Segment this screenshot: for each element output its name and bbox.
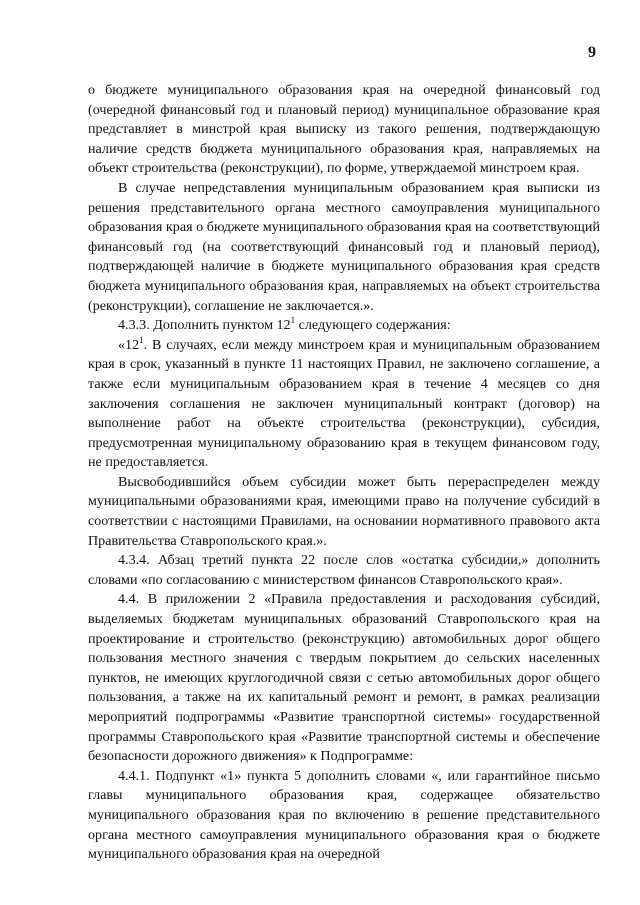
paragraph-text: следующего содержания: bbox=[295, 317, 451, 334]
paragraph-4-4-1: 4.4.1. Подпункт «1» пункта 5 дополнить словами «, или гарантийное письмо главы муниципального образования края, содержащее обязательство муниципального образования края по включению в решение представительного органа местного самоуправления муниципального образования края о бюджете муниципального образования края на очередной bbox=[88, 767, 600, 863]
document-body bbox=[88, 81, 600, 865]
paragraph-released-subsidy: Высвободившийся объем субсидии может быть перераспределен между муниципальными образованиями края, имеющими право на получение субсидий в соответствии с настоящими Правилами, на основании нормативного правового акта Правительства Ставропольского края.». bbox=[88, 473, 600, 549]
paragraph-12-1 bbox=[88, 336, 600, 473]
paragraph-4-3-3 bbox=[88, 316, 600, 336]
paragraph-nonsubmission: В случае непредставления муниципальным образованием края выписки из решения представительного органа местного самоуправления муниципального образования края о бюджете муниципального образования края на соответствующий финансовый год (на соответствующий финансовый год и плановый период), подтверждающей наличие в бюджете муниципального образования края средств бюджета муниципального образования края, направляемых на объект строительства (реконструкции), соглашение не заключается.». bbox=[88, 179, 600, 314]
page-number: 9 bbox=[588, 44, 596, 61]
superscript: 1 bbox=[290, 315, 296, 326]
paragraph-4-4: 4.4. В приложении 2 «Правила предоставления и расходования субсидий, выделяемых бюджетам муниципальных образований Ставропольского края на проектирование и строительство (реконструкцию) автомобильных дорог общего пользования местного значения с твердым покрытием до сельских населенных пунктов, не имеющих круглогодичной связи с сетью автомобильных дорог общего пользования, а также на их капитальный ремонт и ремонт, в рамках реализации мероприятий подпрограммы «Развитие транспортной системы» государственной программы Ставропольского края «Развитие транспортной системы и обеспечение безопасности дорожного движения» к Подпрограмме: bbox=[88, 591, 600, 765]
paragraph-continuation: о бюджете муниципального образования края на очередной финансовый год (очередной финансовый год и плановый период) муниципальное образование края представляет в минстрой края выписку из такого решения, подтверждающую наличие средств бюджета муниципального образования края, направляемых на объект строительства (реконструкции), по форме, утверждаемой минстроем края. bbox=[88, 82, 600, 177]
paragraph-text: 4.3.3. Дополнить пунктом 12 bbox=[118, 317, 291, 334]
superscript: 1 bbox=[139, 334, 144, 345]
paragraph-4-3-4: 4.3.4. Абзац третий пункта 22 после слов «остатка субсидии,» дополнить словами «по согласованию с министерством финансов Ставропольского края». bbox=[88, 552, 600, 588]
paragraph-text: «12 bbox=[118, 336, 140, 353]
paragraph-text: . В случаях, если между минстроем края и муниципальным образованием края в срок, указанный в пункте 11 настоящих Правил, не заключено соглашение, а также если муниципальным образованием края в течение 4 месяцев со дня заключения соглашения не заключен муниципальный контракт (договор) на выполнение работ на объекте строительства (реконструкции), субсидия, предусмотренная муниципальному образованию края в текущем финансовом году, не предоставляется. bbox=[88, 336, 600, 471]
